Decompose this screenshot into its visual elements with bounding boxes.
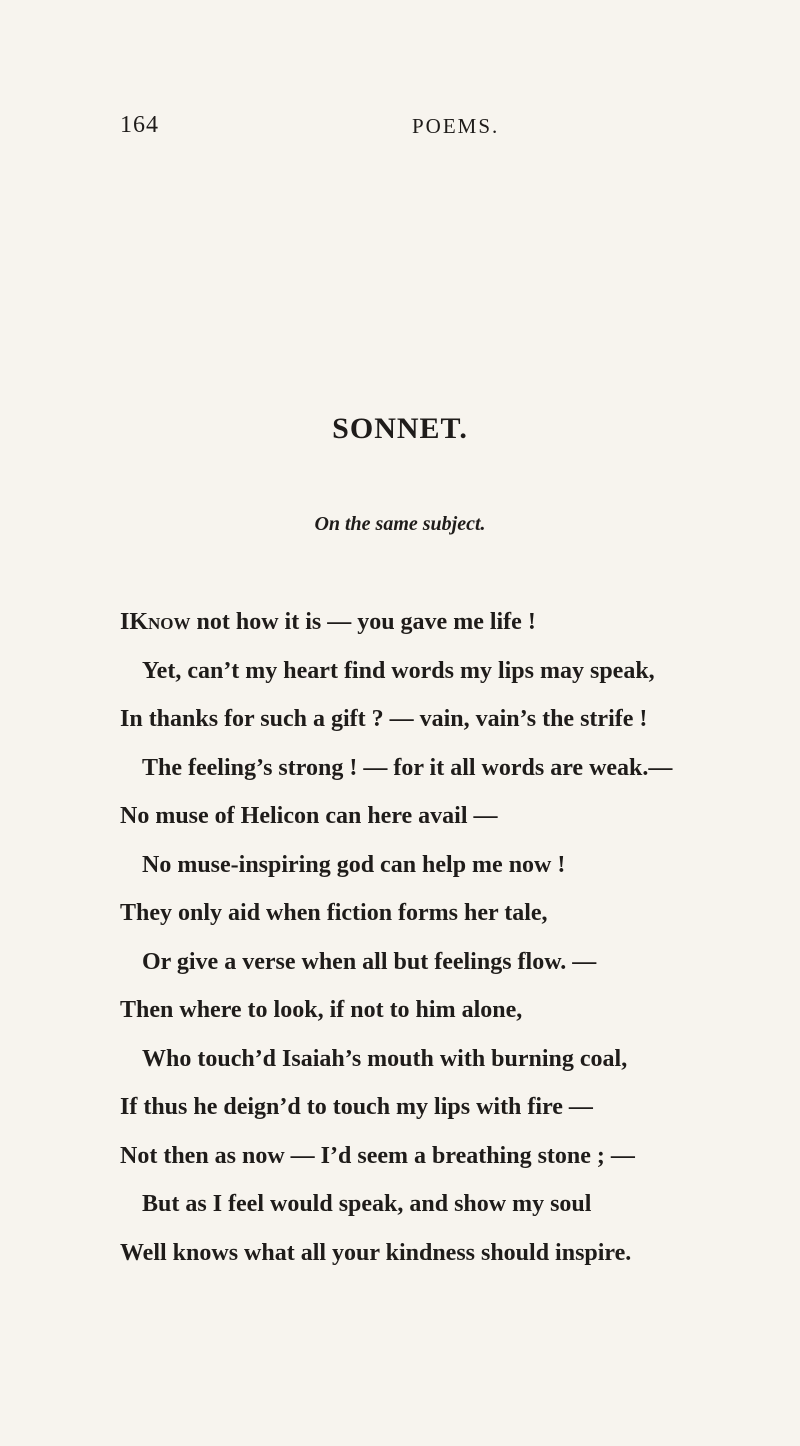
poem-subtitle: On the same subject.	[314, 513, 486, 535]
verse-line-8: Or give a verse when all but feelings flow. —	[142, 948, 597, 975]
verse-line-12: Not then as now — I’d seem a breathing stone ; —	[120, 1142, 635, 1169]
verse-line-1-text: not how it is — you gave me life !	[190, 609, 536, 635]
verse-line-6: No muse-inspiring god can help me now !	[142, 851, 566, 878]
verse-line-9: Then where to look, if not to him alone,	[120, 997, 523, 1023]
verse-line-1	[0, 598, 800, 647]
verse-line-4: The feeling’s strong ! — for it all words are weak.—	[142, 754, 673, 781]
verse-line-7: They only aid when fiction forms her tale,	[120, 900, 548, 926]
verse-line-13: But as I feel would speak, and show my soul	[142, 1191, 592, 1217]
verse-line-14: Well knows what all your kindness should inspire.	[120, 1239, 632, 1266]
verse-line-11: If thus he deign’d to touch my lips with fire —	[120, 1094, 593, 1120]
verse-line-2: Yet, can’t my heart find words my lips may speak,	[142, 657, 655, 684]
running-title: POEMS.	[412, 114, 500, 138]
verse-line-3: In thanks for such a gift ? — vain, vain’s the strife !	[120, 706, 648, 732]
verse-line-5: No muse of Helicon can here avail —	[120, 803, 498, 829]
page-number: 164	[120, 112, 159, 138]
poem-title: SONNET.	[332, 412, 468, 445]
verse-line-10: Who touch’d Isaiah’s mouth with burning coal,	[142, 1045, 628, 1072]
running-head	[0, 112, 800, 148]
first-word-initial: I	[120, 609, 130, 635]
first-word-rest: Know	[129, 609, 191, 635]
sonnet-verse	[0, 598, 800, 1277]
